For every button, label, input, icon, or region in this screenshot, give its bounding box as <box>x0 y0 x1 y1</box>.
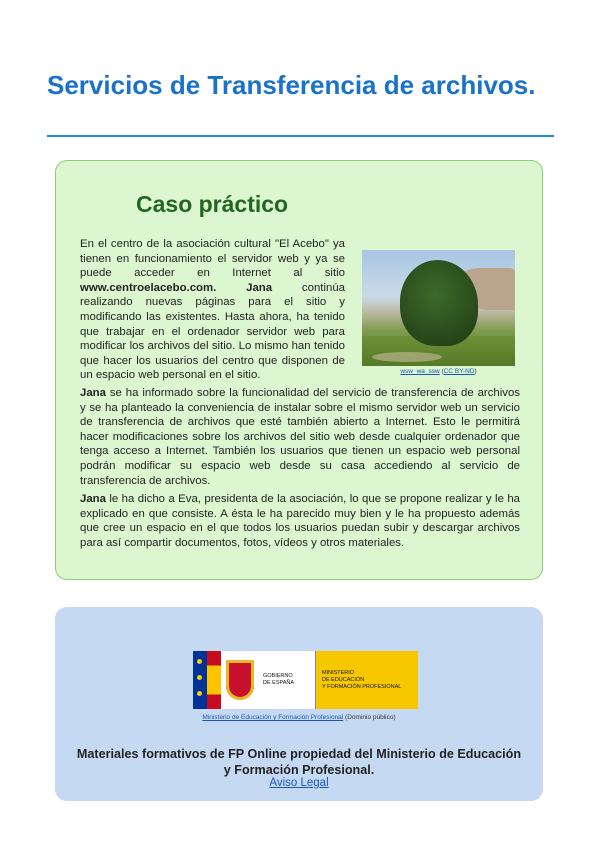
p2-name: Jana <box>80 387 106 399</box>
case-paragraph-3 <box>80 492 520 550</box>
logo-credit-rest: (Dominio público) <box>343 714 396 721</box>
logo-gob-line-2: DE ESPAÑA <box>263 680 295 686</box>
photo-path <box>372 352 442 362</box>
holly-tree-photo <box>362 250 515 366</box>
case-study-heading: Caso práctico <box>136 191 289 217</box>
photo-author-link[interactable]: wsw_wa_ssw <box>400 368 440 375</box>
footer-ownership-text: Materiales formativos de FP Online propiedad del Ministerio de Educación y Formación Profesional. <box>76 747 522 777</box>
case-study-box <box>55 160 543 580</box>
p3-name: Jana <box>80 493 106 505</box>
site-url: www.centroelacebo.com. <box>80 281 217 294</box>
p2-text: se ha informado sobre la funcionalidad del servicio de transferencia de archivos y se ha planteado la conveniencia de instalar sobre el mismo servidor web un servicio de transferencia de archivos que esté también abierto a Internet. Esto le permitirá hacer modificaciones sobre los archivos del sitio web desde cualquier ordenador que tenga acceso a Internet. También los usuarios que tienen un espacio web personal podrán modificar su espacio web desde su casa accediendo al servicio de transferencia de archivos. <box>80 387 520 487</box>
footer-box <box>55 607 543 801</box>
logo-ministry-text <box>316 651 418 709</box>
ministry-link[interactable]: Ministerio de Educación y Formación Profesional <box>202 714 344 721</box>
legal-notice-link[interactable]: Aviso Legal <box>269 777 329 789</box>
p1-text-b: continúa realizando nuevas páginas para el sitio y modificando las existentes. Hasta ahora, ha tenido que trabajar en el ordenador servidor web para modificar los archivos del sitio. Lo mismo han tenido que hacer los usuarios del centro que disponen de un espacio web personal en el sitio. <box>80 281 345 382</box>
logo-gob-line-1: GOBIERNO <box>263 673 293 679</box>
case-paragraph-1 <box>80 237 345 383</box>
p3-text: le ha dicho a Eva, presidenta de la asociación, lo que se propone realizar y le ha explicado en que consiste. A ésta le ha parecido muy bien y le ha propuesto además que cree un espacio en el que todos los usuarios puedan subir y descargar archivos para así compartir documentos, fotos, vídeos y otros materiales. <box>80 493 520 549</box>
logo-min-line-1: MINISTERIO <box>322 669 355 676</box>
case-paragraph-2 <box>80 386 520 488</box>
photo-credit-close: ) <box>474 368 477 375</box>
title-divider <box>47 135 554 137</box>
photo-license-link[interactable]: CC BY-ND <box>443 368 475 375</box>
page-title: Servicios de Transferencia de archivos. <box>47 70 536 100</box>
photo-credit <box>362 368 515 375</box>
logo-min-line-3: Y FORMACIÓN PROFESIONAL <box>322 683 402 690</box>
spain-flag-icon <box>207 651 221 709</box>
ministry-logo <box>193 651 418 709</box>
photo-tree <box>400 260 478 346</box>
p1-name: Jana <box>216 281 273 294</box>
logo-government-text <box>259 651 316 709</box>
logo-min-line-2: DE EDUCACIÓN <box>322 676 365 683</box>
logo-credit <box>55 714 543 721</box>
p1-text-a: En el centro de la asociación cultural "El Acebo" ya tienen en funcionamiento el servidor web y ya se puede acceder en Internet al sitio <box>80 238 345 280</box>
eu-flag-icon <box>193 651 207 709</box>
photo-credit-open: ( <box>439 368 444 375</box>
coat-of-arms-icon <box>221 651 259 709</box>
